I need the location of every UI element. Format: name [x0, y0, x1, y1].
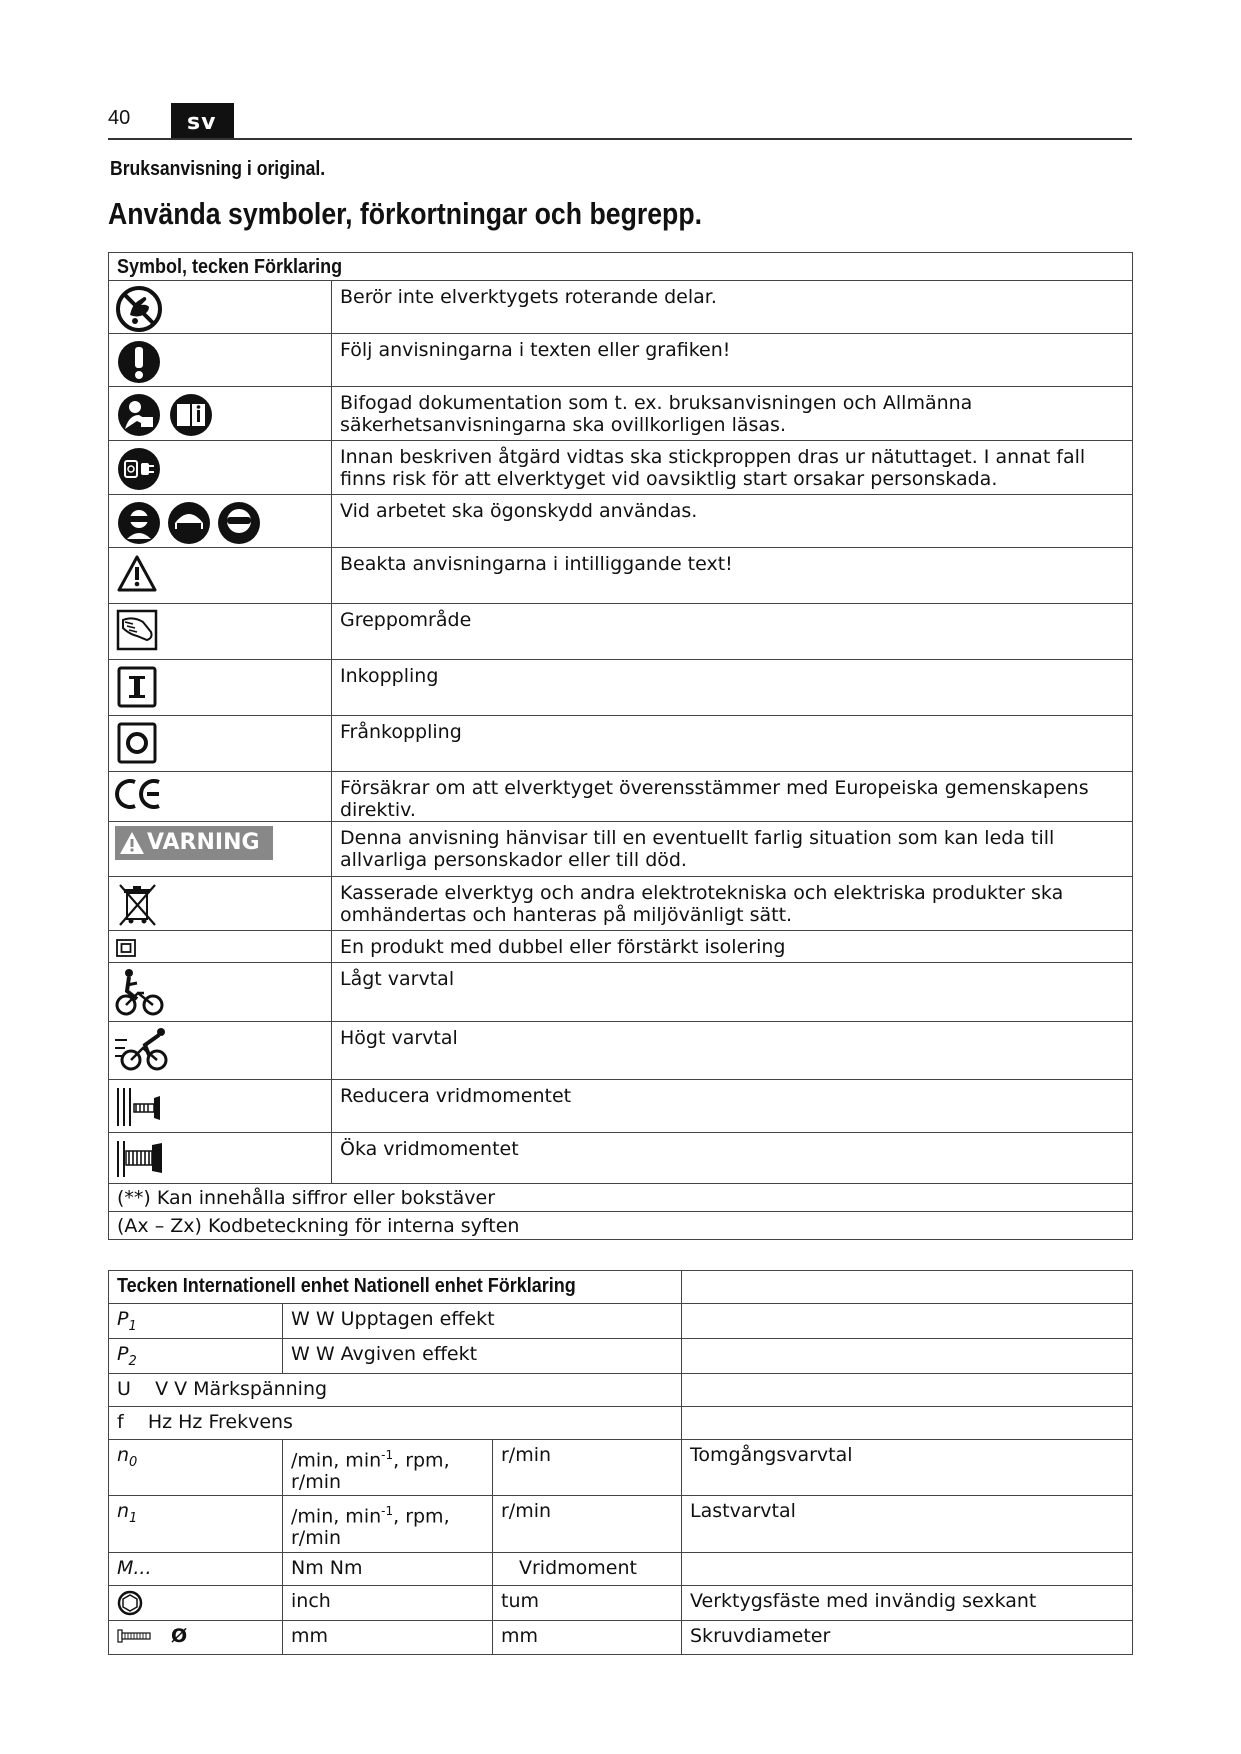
- empty-cell: [682, 1373, 1133, 1406]
- unit-international: inch: [283, 1585, 493, 1620]
- row-text: Innan beskriven åtgärd vidtas ska stickproppen dras ur nätuttaget. I annat fall finns risk för att elverktyget vid oavsiktlig start orsakar personskada.: [332, 441, 1133, 495]
- ce-mark-icon: [109, 772, 332, 822]
- unit-merged-row: U V V Märkspänning: [109, 1373, 682, 1406]
- language-badge: sv: [171, 103, 234, 139]
- table-row: [109, 281, 1133, 334]
- table-row: [109, 1552, 1133, 1585]
- table-row: [109, 716, 1133, 772]
- table-row: [109, 772, 1133, 822]
- unit-sign: $n_1$: [109, 1495, 283, 1552]
- units-table: [108, 1270, 1133, 1655]
- table-row: [109, 441, 1133, 495]
- row-text: Vid arbetet ska ögonskydd användas.: [332, 495, 1133, 548]
- table-row: [109, 660, 1133, 716]
- row-text: Greppområde: [332, 604, 1133, 660]
- units-table-header: Tecken Internationell enhet Nationell enhet Förklaring: [109, 1271, 682, 1304]
- table-row: [109, 1406, 1133, 1439]
- row-text: Inkoppling: [332, 660, 1133, 716]
- row-text: Berör inte elverktygets roterande delar.: [332, 281, 1133, 334]
- weee-bin-icon: [109, 877, 332, 931]
- table-row: [109, 1338, 1133, 1373]
- table-row: [109, 495, 1133, 548]
- row-text: En produkt med dubbel eller förstärkt isolering: [332, 931, 1133, 963]
- row-text: Denna anvisning hänvisar till en eventuellt farlig situation som kan leda till allvarliga personskador eller till död.: [332, 822, 1133, 877]
- table-header-row: [109, 253, 1133, 281]
- unit-sign: M...: [109, 1552, 283, 1585]
- symbols-table-header: Symbol, tecken Förklaring: [109, 253, 1133, 281]
- row-text: Försäkrar om att elverktyget överensstämmer med Europeiska gemenskapens direktiv.: [332, 772, 1133, 822]
- unit-explanation: Verktygsfäste med invändig sexkant: [682, 1585, 1133, 1620]
- unit-national: r/min: [493, 1439, 682, 1495]
- high-speed-bicycle-icon: [109, 1022, 332, 1080]
- grip-area-icon: [109, 604, 332, 660]
- table-row: [109, 604, 1133, 660]
- table-row: [109, 1304, 1133, 1339]
- row-text: Bifogad dokumentation som t. ex. bruksanvisningen och Allmänna säkerhetsanvisningarna ska ovillkorligen läsas.: [332, 387, 1133, 441]
- increase-torque-icon: [109, 1133, 332, 1184]
- row-text: Lågt varvtal: [332, 963, 1133, 1022]
- row-text: Kasserade elverktyg och andra elektrotekniska och elektriska produkter ska omhändertas och hanteras på miljövänligt sätt.: [332, 877, 1133, 931]
- unit-explanation: [682, 1304, 1133, 1339]
- varning-label-text: VARNING: [147, 830, 260, 855]
- double-insulation-icon: [109, 931, 332, 963]
- row-text: Beakta anvisningarna i intilliggande text!: [332, 548, 1133, 604]
- screw-diameter-icon: [109, 1620, 283, 1654]
- empty-cell: [682, 1406, 1133, 1439]
- unit-international: W W Upptagen effekt: [283, 1304, 682, 1339]
- unit-international: /min, $\min^{-1}$, rpm, r/min: [283, 1495, 493, 1552]
- table-row: [109, 963, 1133, 1022]
- table-row: [109, 1495, 1133, 1552]
- unit-merged-row: f Hz Hz Frekvens: [109, 1406, 682, 1439]
- diameter-symbol: Ø: [171, 1624, 188, 1647]
- power-on-icon: [109, 660, 332, 716]
- unit-international: mm: [283, 1620, 493, 1654]
- table-row: [109, 1373, 1133, 1406]
- unit-international: Nm Nm: [283, 1552, 493, 1585]
- warning-triangle-icon: [109, 548, 332, 604]
- header-divider: [108, 138, 1132, 140]
- row-text: Öka vridmomentet: [332, 1133, 1133, 1184]
- table-row: [109, 1439, 1133, 1495]
- symbols-table: [108, 252, 1133, 1240]
- unit-national: tum: [493, 1585, 682, 1620]
- row-text: Följ anvisningarna i texten eller grafiken!: [332, 334, 1133, 387]
- unit-sign: $P_1$: [109, 1304, 283, 1339]
- table-row: [109, 1022, 1133, 1080]
- footnote-text: (**) Kan innehålla siffror eller bokstäver: [109, 1184, 1133, 1212]
- table-row: [109, 548, 1133, 604]
- unit-sign: $P_2$: [109, 1338, 283, 1373]
- reduce-torque-icon: [109, 1080, 332, 1133]
- table-row: [109, 387, 1133, 441]
- footnote-row: [109, 1184, 1133, 1212]
- table-header-row: [109, 1271, 1133, 1304]
- table-row: [109, 334, 1133, 387]
- unit-explanation: Lastvarvtal: [682, 1495, 1133, 1552]
- eye-protection-icon: [109, 495, 332, 548]
- unit-explanation: [682, 1338, 1133, 1373]
- page-title: Använda symboler, förkortningar och begrepp.: [108, 196, 703, 231]
- table-row: [109, 822, 1133, 877]
- unit-international: W W Avgiven effekt: [283, 1338, 682, 1373]
- table-row: [109, 1620, 1133, 1654]
- unit-national: r/min: [493, 1495, 682, 1552]
- row-text: Högt varvtal: [332, 1022, 1133, 1080]
- read-manual-icon: [109, 387, 332, 441]
- unit-sign: $n_0$: [109, 1439, 283, 1495]
- low-speed-bicycle-icon: [109, 963, 332, 1022]
- unit-international: /min, $\min^{-1}$, rpm, r/min: [283, 1439, 493, 1495]
- exclamation-icon: [109, 334, 332, 387]
- table-row: [109, 877, 1133, 931]
- unit-explanation: Skruvdiameter: [682, 1620, 1133, 1654]
- power-off-icon: [109, 716, 332, 772]
- unit-explanation: [682, 1552, 1133, 1585]
- unit-national: mm: [493, 1620, 682, 1654]
- table-row: [109, 931, 1133, 963]
- no-touch-rotating-parts-icon: [109, 281, 332, 334]
- footnote-text: (Ax – Zx) Kodbeteckning för interna syften: [109, 1212, 1133, 1240]
- unplug-icon: [109, 441, 332, 495]
- row-text: Frånkoppling: [332, 716, 1133, 772]
- varning-label-icon: [109, 822, 332, 877]
- row-text: Reducera vridmomentet: [332, 1080, 1133, 1133]
- table-row: [109, 1080, 1133, 1133]
- empty-cell: [682, 1271, 1133, 1304]
- table-row: [109, 1585, 1133, 1620]
- page-number: 40: [108, 107, 131, 129]
- unit-national: Vridmoment: [493, 1552, 682, 1585]
- hexagon-socket-icon: [109, 1585, 283, 1620]
- table-row: [109, 1133, 1133, 1184]
- footnote-row: [109, 1212, 1133, 1240]
- document-subtitle: Bruksanvisning i original.: [110, 158, 326, 180]
- unit-explanation: Tomgångsvarvtal: [682, 1439, 1133, 1495]
